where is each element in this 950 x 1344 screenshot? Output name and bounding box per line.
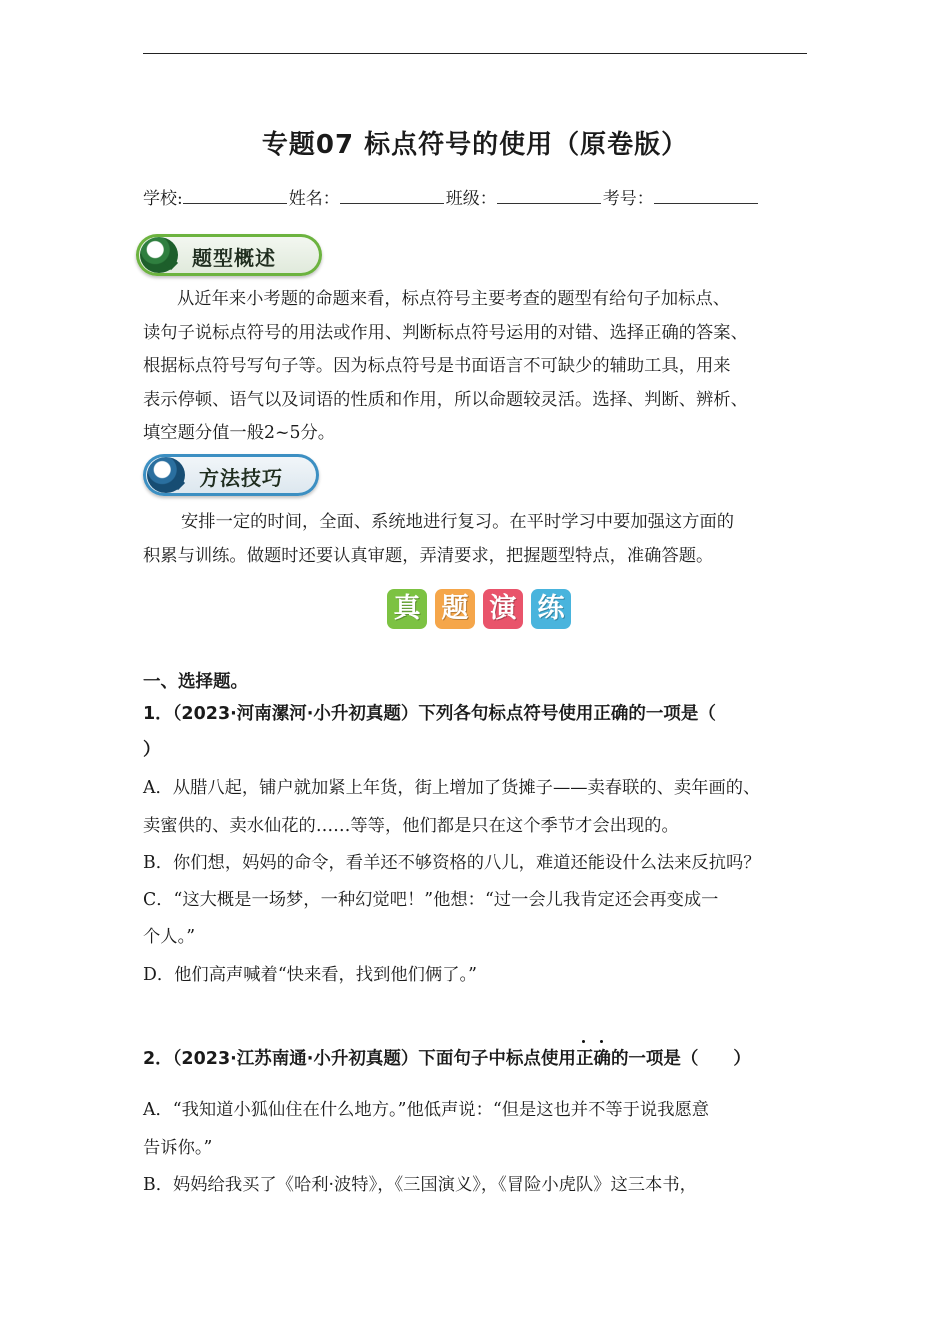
question-2-option-line: B．妈妈给我买了《哈利·波特》，《三国演义》，《冒险小虎队》这三本书， (143, 1175, 697, 1195)
question-1-option-line: D．他们高声喊着“快来看，找到他们俩了。” (143, 965, 477, 985)
name-label: 姓名： (288, 189, 340, 209)
overview-line: 从近年来小考题的命题来看，标点符号主要考查的题型有给句子加标点、 (177, 289, 731, 309)
overview-line: 读句子说标点符号的用法或作用、判断标点符号运用的对错、选择正确的答案、 (143, 322, 748, 343)
emphasis-mark (576, 1049, 611, 1069)
question-1-line: 1．（2023·河南漯河·小升初真题）下列各句标点符号使用正确的一项是（ (143, 704, 716, 724)
overview-line: 填空题分值一般2~5分。 (143, 423, 336, 443)
section-heading: 一、选择题。 (143, 672, 248, 692)
overview-badge-label: 题型概述 (192, 246, 276, 270)
school-label: 学校: (143, 189, 183, 209)
question-1-option-line: B．你们想，妈妈的命令，看羊还不够资格的八儿，难道还能设什么法来反抗吗？ (143, 853, 761, 873)
method-paragraph (143, 506, 815, 573)
overview-line: 表示停顿、语气以及词语的性质和作用，所以命题较灵活。选择、判断、辨析、 (143, 389, 748, 410)
question-2-text: 2．（2023·江苏南通·小升初真题）下面句子中标点使用 (143, 1049, 576, 1069)
question-1-option-line: A．从腊八起，铺户就加紧上年货，街上增加了货摊子——卖春联的、卖年画的、 (143, 778, 761, 798)
method-line: 积累与训练。做题时还要认真审题，弄清要求，把握题型特点，准确答题。 (143, 545, 714, 566)
practice-tile: 练 (531, 589, 571, 629)
method-badge (143, 454, 319, 496)
method-line: 安排一定的时间，全面、系统地进行复习。在平时学习中要加强这方面的 (181, 512, 735, 532)
number-blank[interactable] (654, 189, 758, 204)
number-label: 考号： (602, 189, 654, 209)
class-label: 班级： (445, 189, 497, 209)
name-blank[interactable] (340, 189, 444, 204)
question-2-option-line: A．“我知道小狐仙住在什么地方。”他低声说：“但是这也并不等于说我愿意 (143, 1100, 710, 1120)
document-title: 专题07 标点符号的使用（原卷版） (261, 130, 689, 160)
practice-tile: 题 (435, 589, 475, 629)
question-2-text-end: 的一项是（ ） (610, 1049, 751, 1069)
question-1-stem (143, 696, 815, 768)
question-1-option-line: C．“这大概是一场梦，一种幻觉吧！”他想：“过一会儿我肯定还会再变成一 (143, 890, 719, 910)
student-info-line (143, 184, 760, 209)
overview-badge (136, 234, 322, 276)
class-blank[interactable] (497, 189, 601, 204)
emphasis-dot (600, 1040, 603, 1043)
practice-tile: 真 (387, 589, 427, 629)
practice-tile: 演 (483, 589, 523, 629)
school-blank[interactable] (183, 189, 287, 204)
question-2-stem (143, 1041, 815, 1077)
method-badge-label: 方法技巧 (199, 466, 283, 490)
question-1-option-line: 个人。” (143, 927, 196, 947)
emphasis-dot (582, 1040, 585, 1043)
overview-line: 根据标点符号写句子等。因为标点符号是书面语言不可缺少的辅助工具，用来 (143, 356, 731, 376)
question-1-line: ） (143, 740, 161, 760)
question-2-emphasis: 正确 (575, 1049, 611, 1069)
overview-paragraph (143, 283, 815, 451)
header-rule (143, 53, 807, 54)
question-2-option-line: 告诉你。” (143, 1138, 213, 1158)
question-1-option-line: 卖蜜供的、卖水仙花的……等等，他们都是只在这个季节才会出现的。 (143, 816, 679, 836)
